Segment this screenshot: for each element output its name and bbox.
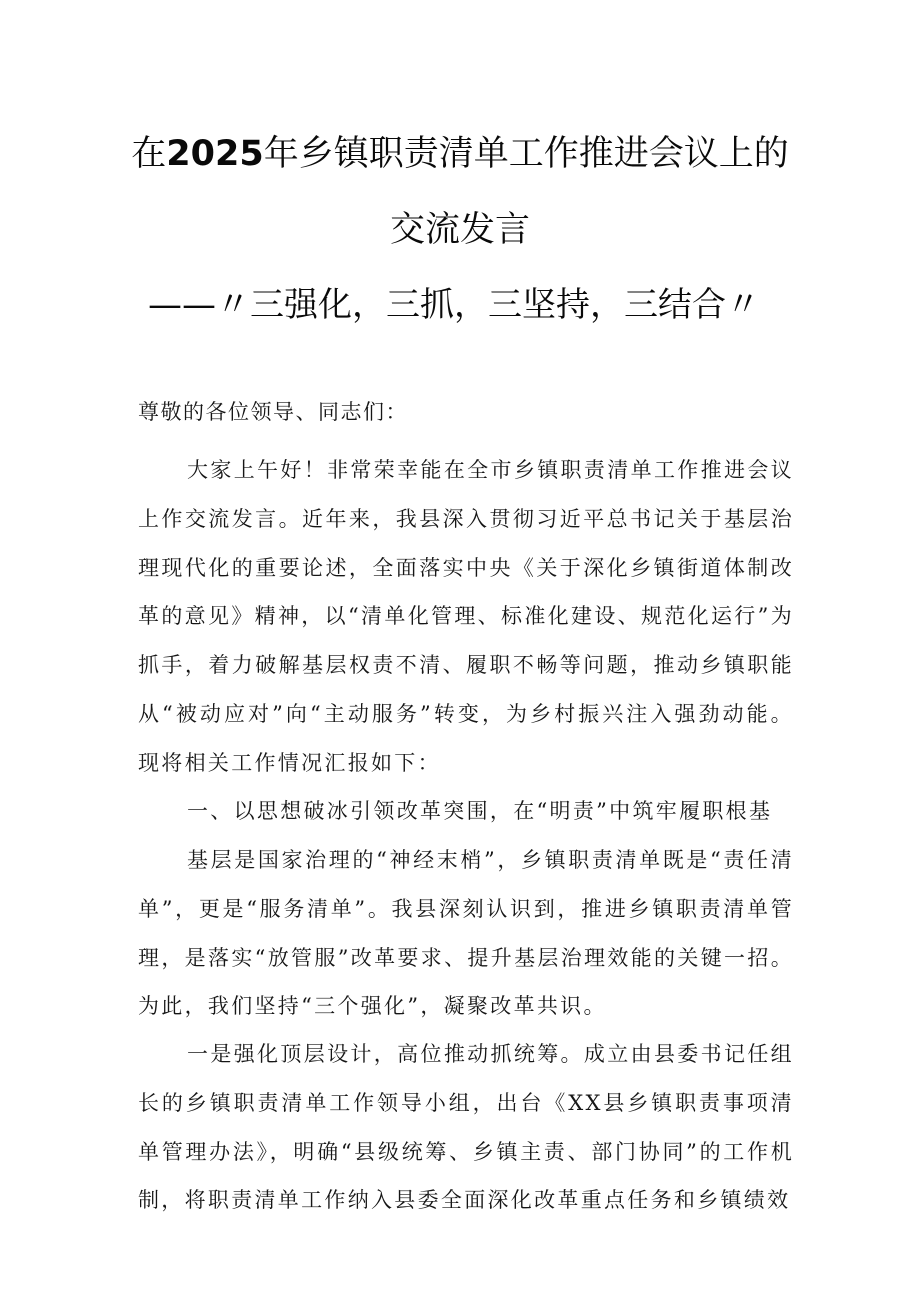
section-heading-1: 一、以思想破冰引领改革突围，在“明责”中筑牢履职根基 <box>187 799 773 823</box>
paragraph-intro: 大家上午好！非常荣幸能在全市乡镇职责清单工作推进会议上作交流发言。近年来，我县深入贯彻习近平总书记关于基层治理现代化的重要论述，全面落实中央《关于深化乡镇街道体制改革的意见》精神，以“清单化管理、标准化建设、规范化运行”为抓手，着力破解基层权责不清、履职不畅等问题，推动乡镇职能从“被动应对”向“主动服务”转变，为乡村振兴注入强劲动能。现将相关工作情况汇报如下： <box>138 458 794 775</box>
paragraph-point-1: 一是强化顶层设计，高位推动抓统筹。成立由县委书记任组长的乡镇职责清单工作领导小组，出台《XX县乡镇职责事项清单管理办法》，明确“县级统筹、乡镇主责、部门协同”的工作机制，将职责清单工作纳入县委全面深化改革重点任务和乡镇绩效 <box>138 1042 794 1213</box>
title-suffix: 年乡镇职责清单工作推进会议上的 <box>263 134 789 174</box>
title-year: 2025 <box>166 134 264 174</box>
salutation: 尊敬的各位领导、同志们： <box>138 400 408 424</box>
paragraph-section-1: 基层是国家治理的“神经末梢”，乡镇职责清单既是“责任清单”，更是“服务清单”。我县深刻认识到，推进乡镇职责清单管理，是落实“放管服”改革要求、提升基层治理效能的关键一招。为此，我们坚持“三个强化”，凝聚改革共识。 <box>138 848 794 1019</box>
document-title-line-2: 交流发言 <box>389 210 530 250</box>
title-prefix: 在 <box>131 134 167 174</box>
document-subtitle: ——〃三强化，三抓，三坚持，三结合〃 <box>148 285 760 325</box>
document-title-line-1 <box>60 132 860 176</box>
